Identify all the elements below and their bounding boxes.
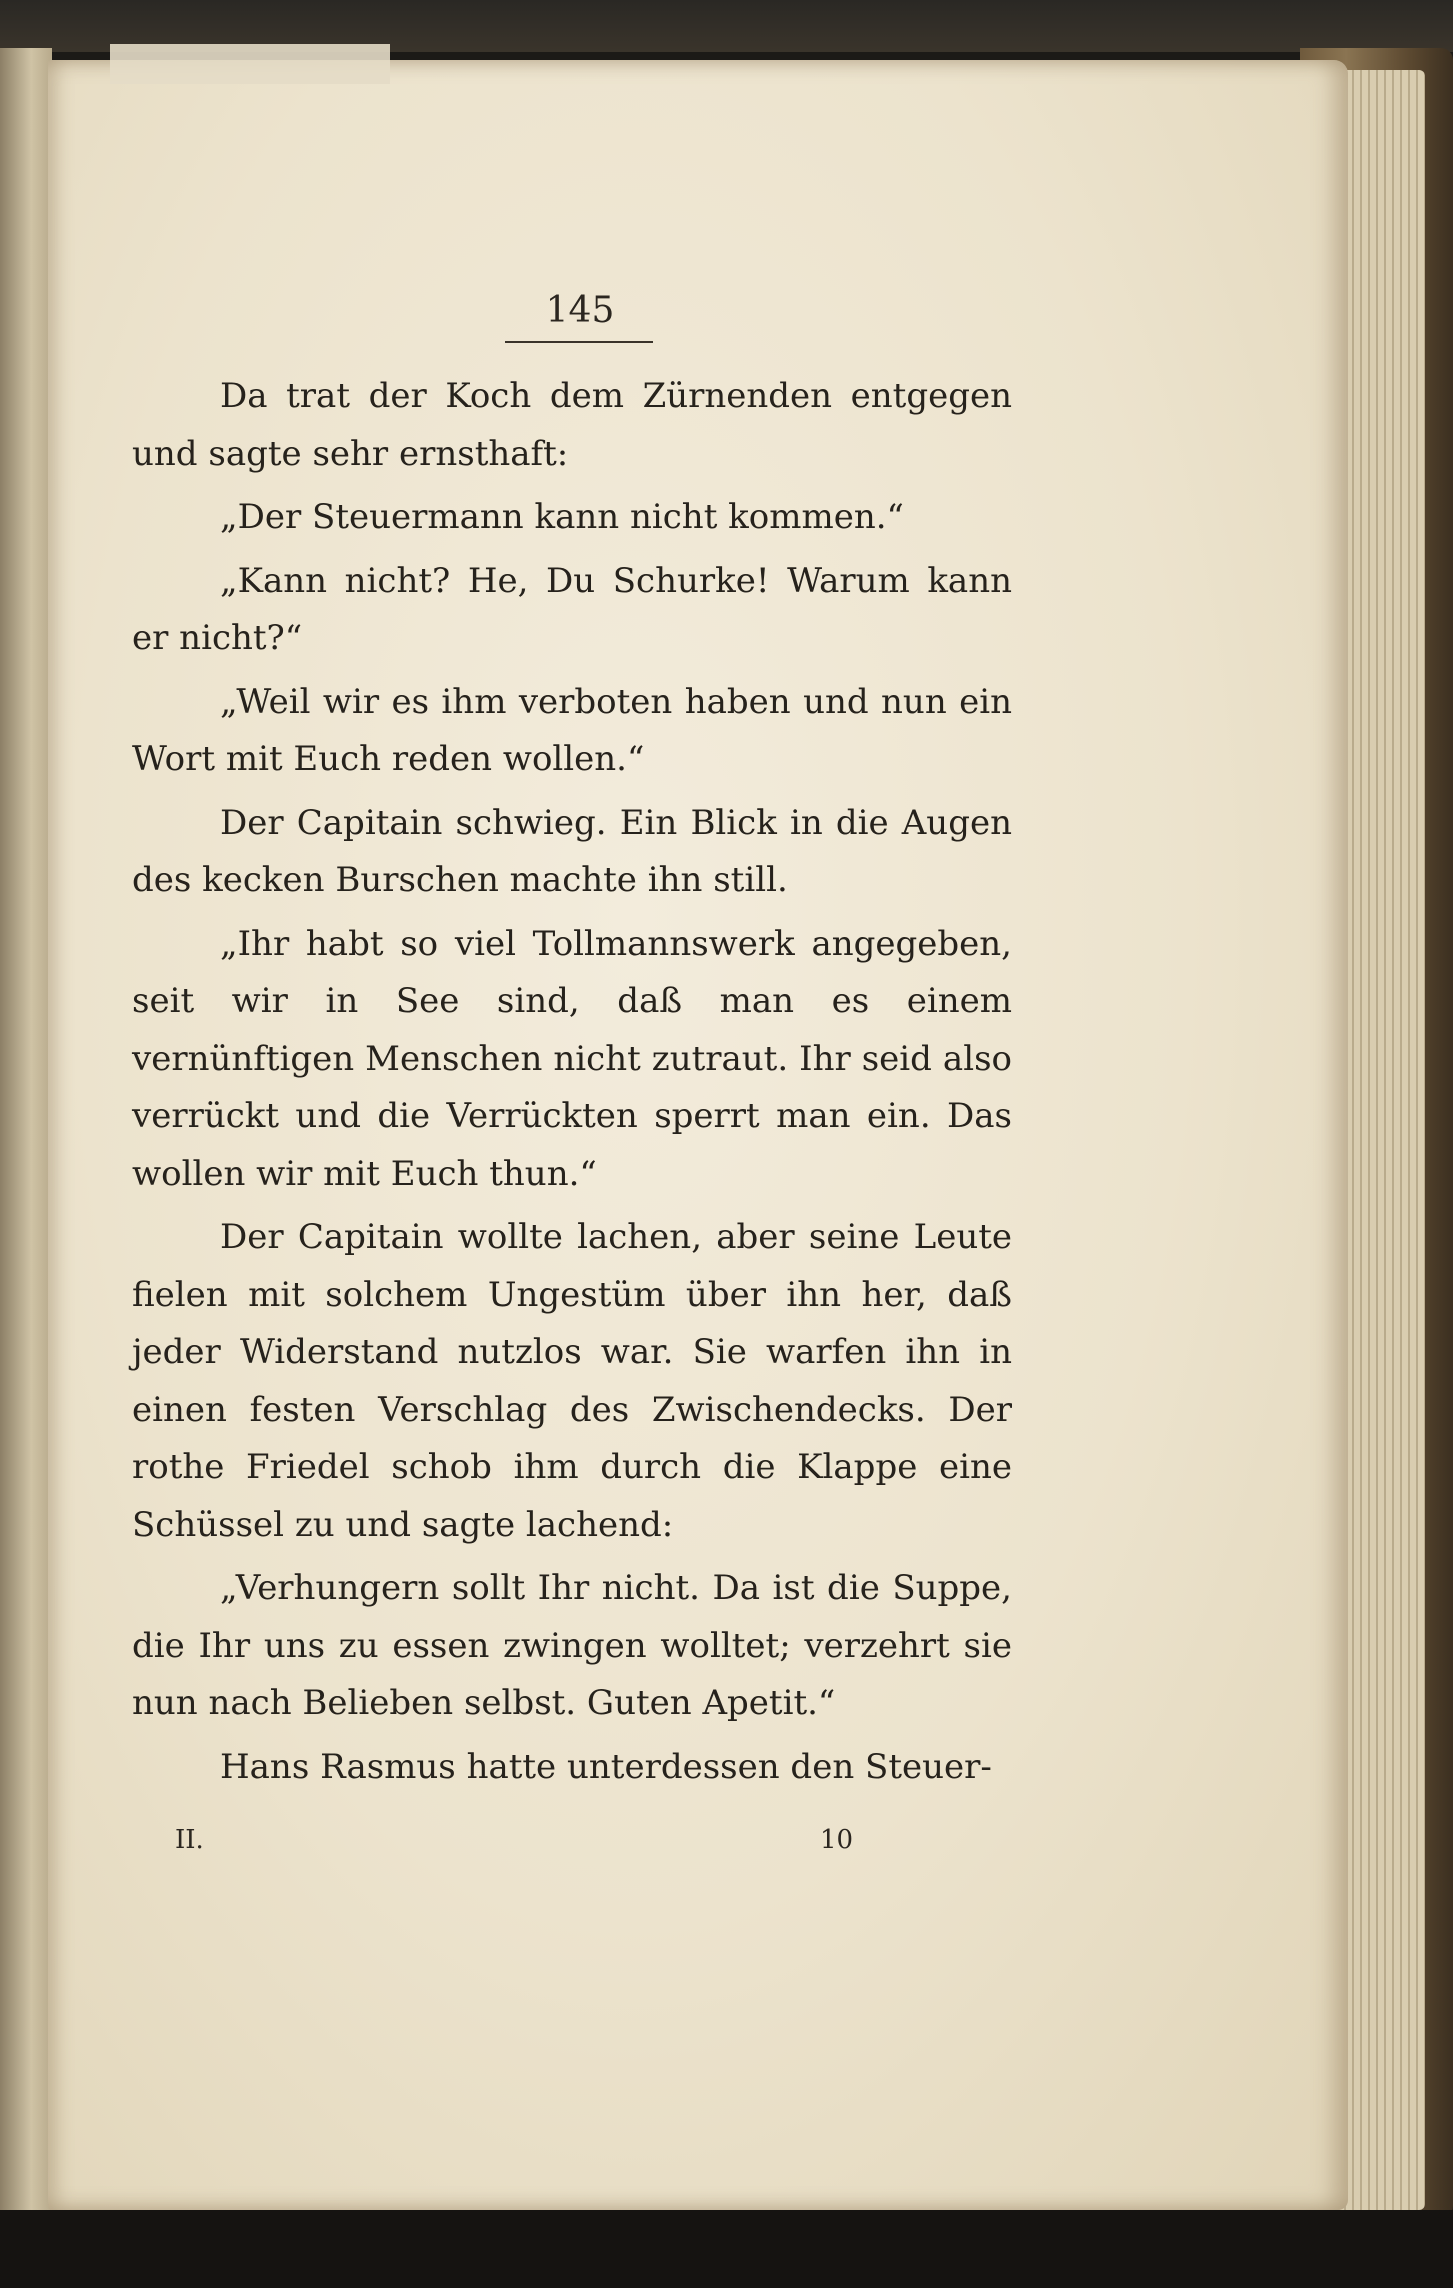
paragraph: Da trat der Koch dem Zürnenden entgegen und sagte sehr ernsthaft: [132, 376, 1012, 474]
page-number-rule [505, 341, 653, 343]
page-number: 145 [545, 290, 615, 331]
paragraph: Der Capitain schwieg. Ein Blick in die Augen des kecken Burschen machte ihn still. [132, 802, 1012, 900]
paragraph: „Der Steuermann kann nicht kommen.“ [220, 497, 904, 537]
body-text [132, 368, 1012, 1802]
tape-strip [110, 44, 390, 84]
paragraph: „Kann nicht? He, Du Schurke! Warum kann er nicht?“ [132, 560, 1012, 658]
sheet-number: 10 [820, 1825, 854, 1855]
volume-signature: II. [175, 1825, 204, 1855]
scan-background-bottom [0, 2210, 1453, 2288]
paragraph: Der Capitain wollte lachen, aber seine Leute fielen mit solchem Ungestüm über ihn her, daß jeder Widerstand nutzlos war. Sie warfen ihn in einen festen Verschlag des Zwischendecks. Der rothe Friedel schob ihm durch die Klappe eine Schüssel zu und sagte lachend: [132, 1217, 1012, 1545]
paragraph: „Ihr habt so viel Tollmannswerk angegeben, seit wir in See sind, daß man es einem vernünftigen Menschen nicht zutraut. Ihr seid also verrückt und die Verrückten sperrt man ein. Das wollen wir mit Euch thun.“ [132, 923, 1012, 1194]
paragraph: „Weil wir es ihm verboten haben und nun ein Wort mit Euch reden wollen.“ [132, 681, 1012, 779]
book-gutter-edge [0, 48, 52, 2228]
paragraph: Hans Rasmus hatte unterdessen den Steuer- [220, 1746, 992, 1787]
paragraph: „Verhungern sollt Ihr nicht. Da ist die Suppe, die Ihr uns zu essen zwingen wolltet; verzehrt sie nun nach Belieben selbst. Guten Apetit.“ [132, 1568, 1012, 1723]
